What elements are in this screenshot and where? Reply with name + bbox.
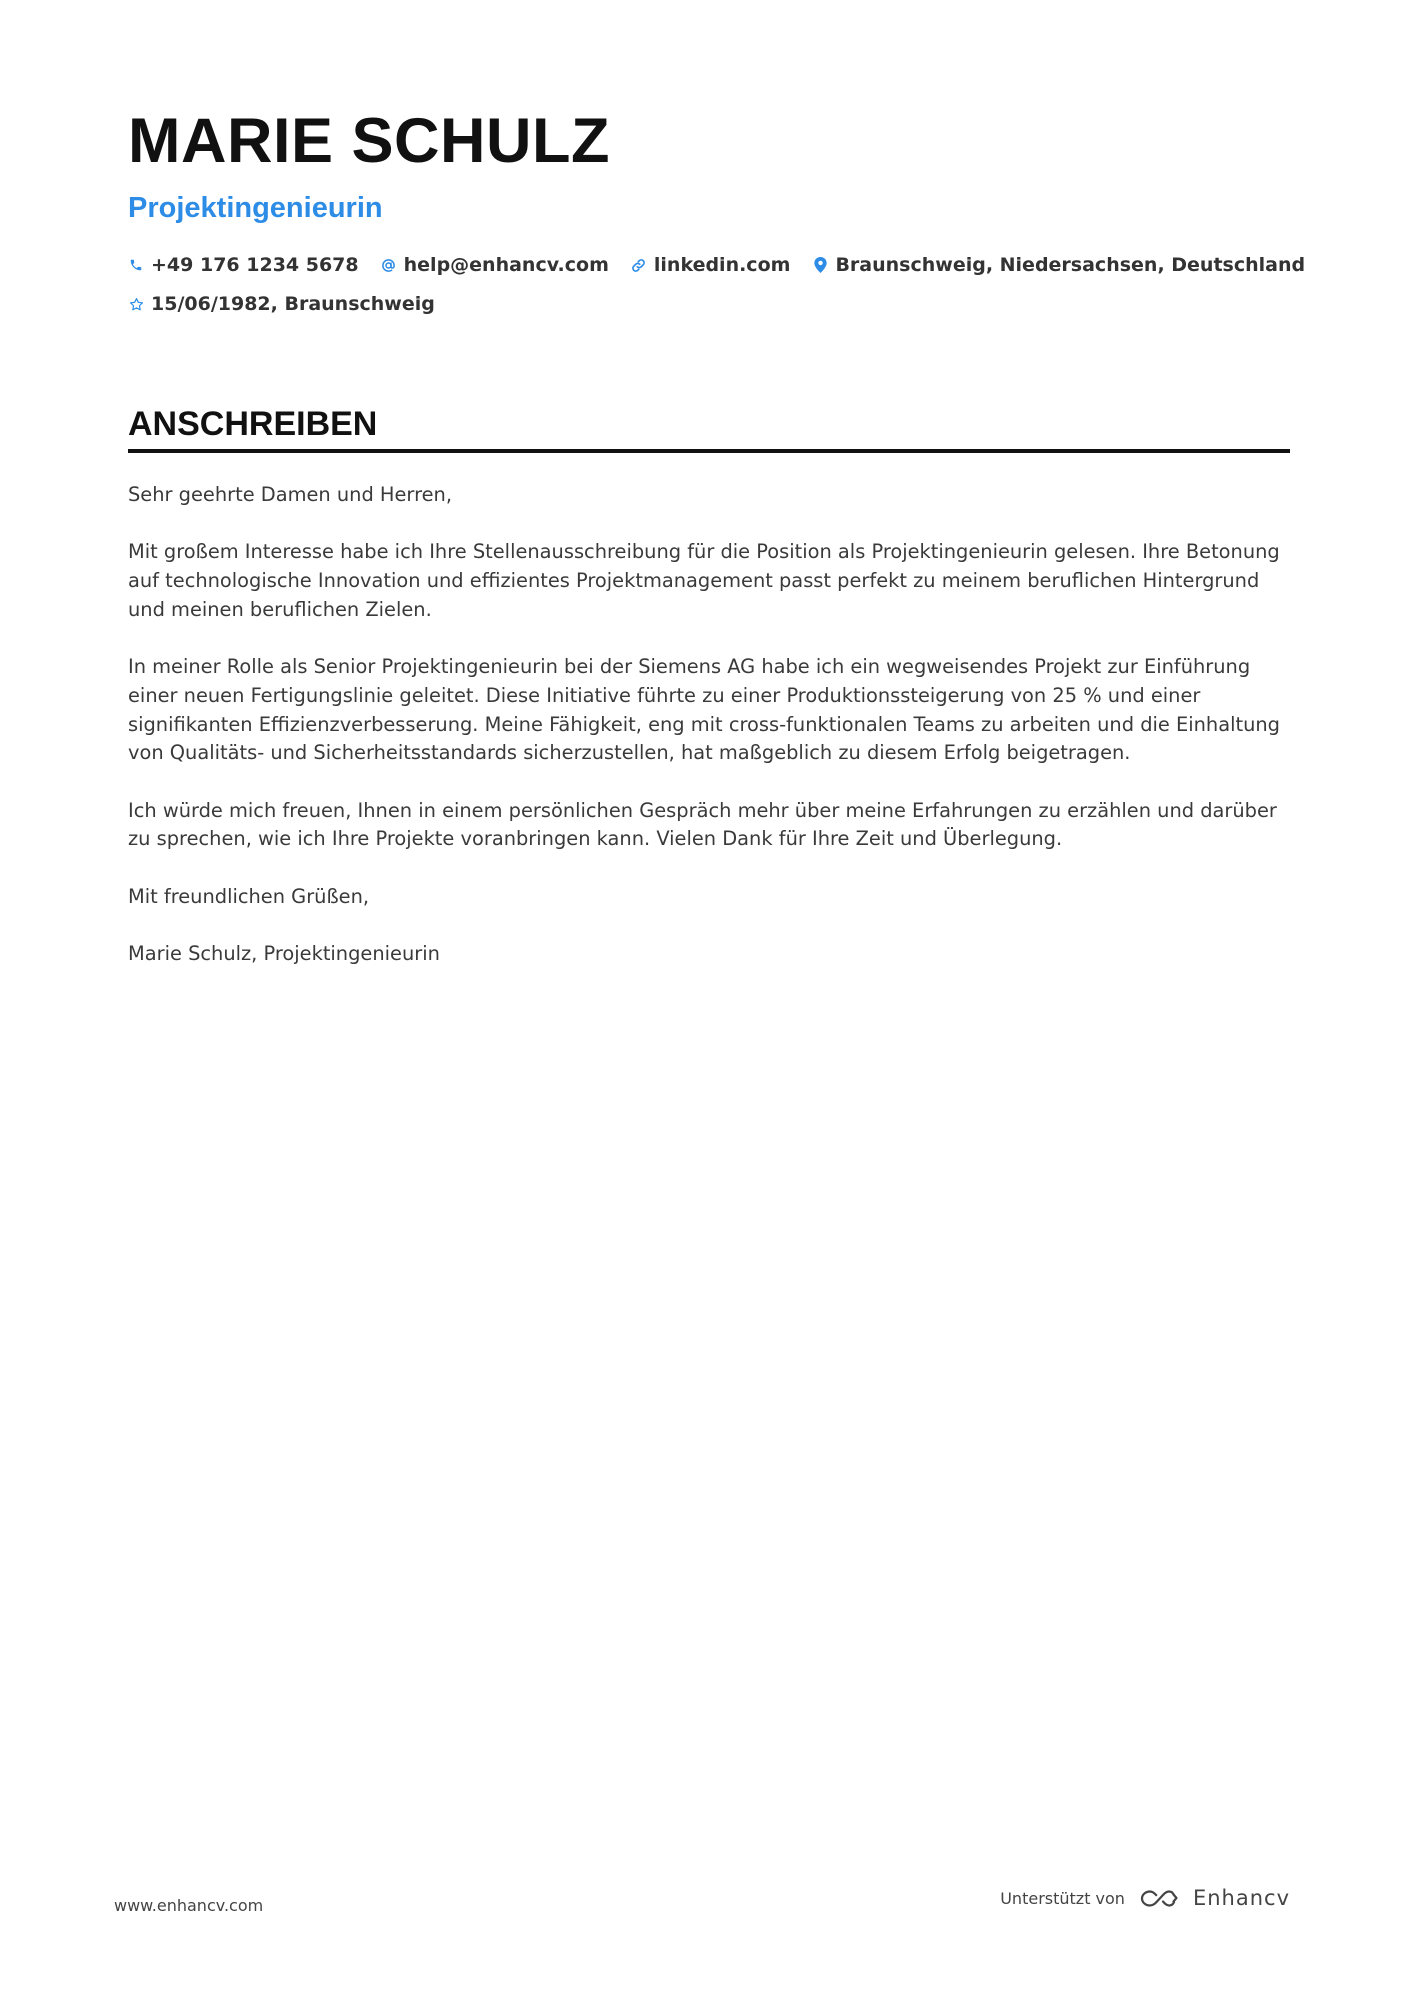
- letter-closing: Mit freundlichen Grüßen,: [128, 884, 370, 908]
- letter-salutation: Sehr geehrte Damen und Herren,: [128, 483, 452, 506]
- location-pin-icon: [812, 256, 828, 274]
- phone-icon: [128, 256, 144, 274]
- contact-location: [812, 254, 1305, 276]
- letter-paragraph: Ich würde mich freuen, Ihnen in einem persönlichen Gespräch mehr über meine Erfahrungen zu erzählen und darüber zu sprechen, wie ich Ihre Projekte voranbringen kann. Vielen Dank für Ihre Zeit und Überlegung.: [128, 798, 1277, 851]
- contact-row: [128, 293, 457, 315]
- contact-row: [128, 254, 1327, 276]
- section-title: ANSCHREIBEN: [128, 405, 378, 443]
- contact-phone-text: +49 176 1234 5678: [151, 254, 359, 276]
- contact-linkedin: [631, 254, 791, 276]
- letter-signature: Marie Schulz, Projektingenieurin: [128, 942, 440, 966]
- star-icon: [128, 295, 144, 313]
- letter-paragraph: In meiner Rolle als Senior Projektingenieurin bei der Siemens AG habe ich ein wegweisendes Projekt zur Einführung einer neuen Fertigungslinie geleitet. Diese Initiative führte zu einer Produktionssteigerung von 25 % und einer signifikanten Effizienzverbesserung. Meine Fähigkeit, eng mit cross-funktionalen Teams zu arbeiten und die Einhaltung von Qualitäts- und Sicherheitsstandards sicherzustellen, hat maßgeblich zu diesem Erfolg beigetragen.: [128, 655, 1280, 765]
- contact-linkedin-text: linkedin.com: [653, 254, 791, 276]
- contact-phone: [128, 254, 359, 276]
- contact-birth-text: 15/06/1982, Braunschweig: [151, 293, 435, 315]
- enhancv-logo-icon: [1137, 1886, 1181, 1910]
- section-divider: [128, 449, 1290, 453]
- powered-by-label: Unterstützt von: [1000, 1888, 1125, 1908]
- candidate-name: MARIE SCHULZ: [128, 106, 610, 176]
- enhancv-logo-text: Enhancv: [1192, 1886, 1290, 1910]
- at-icon: [381, 256, 397, 274]
- letter-paragraph: Mit großem Interesse habe ich Ihre Stellenausschreibung für die Position als Projektingenieurin gelesen. Ihre Betonung auf technologische Innovation und effizientes Projektmanagement passt perfekt zu meinem beruflichen Hintergrund und meinen beruflichen Zielen.: [128, 540, 1280, 621]
- contact-email-text: help@enhancv.com: [403, 254, 609, 276]
- footer-brand[interactable]: [1000, 1886, 1290, 1910]
- link-icon: [631, 256, 647, 274]
- contact-birth: [128, 293, 435, 315]
- letter-body: [128, 481, 1298, 998]
- job-title: Projektingenieurin: [128, 192, 383, 224]
- contact-location-text: Braunschweig, Niedersachsen, Deutschland: [835, 254, 1306, 276]
- contact-email: [381, 254, 609, 276]
- footer-url[interactable]: www.enhancv.com: [114, 1896, 264, 1915]
